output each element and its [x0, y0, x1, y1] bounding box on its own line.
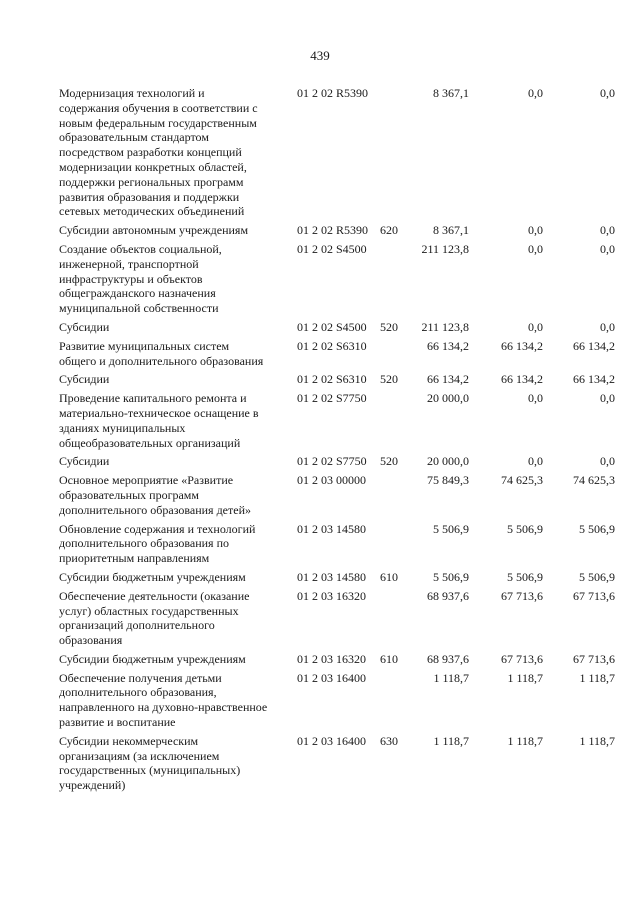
row-code: 01 2 02 S4500 [297, 241, 367, 256]
table-row [0, 391, 640, 450]
row-value-2: 0,0 [528, 391, 543, 406]
row-name: Обеспечение получения детьми дополнительного образования, направленного на духовно-нравственное развитие и воспитание [59, 670, 268, 730]
row-expense-type: 610 [380, 569, 398, 584]
page-number: 439 [310, 48, 330, 63]
row-expense-type: 520 [380, 372, 398, 387]
row-code: 01 2 03 14580 [297, 569, 366, 584]
row-name: Субсидии бюджетным учреждениям [59, 569, 246, 584]
row-name: Субсидии [59, 454, 110, 469]
row-value-2: 74 625,3 [501, 473, 543, 488]
row-value-3: 0,0 [600, 454, 615, 469]
row-name: Проведение капитального ремонта и материально-техническое оснащение в зданиях муниципальных общеобразовательных организаций [59, 391, 259, 450]
budget-table [0, 86, 640, 797]
row-name: Субсидии [59, 319, 110, 334]
row-code: 01 2 03 16320 [297, 588, 366, 603]
row-value-2: 1 118,7 [507, 670, 543, 685]
row-code: 01 2 03 16400 [297, 670, 366, 685]
row-name: Обеспечение деятельности (оказание услуг) областных государственных организаций дополнительного образования [59, 588, 250, 648]
row-value-1: 20 000,0 [427, 391, 469, 406]
table-row [0, 339, 640, 369]
row-code: 01 2 02 S6310 [297, 372, 367, 387]
row-value-3: 0,0 [600, 319, 615, 334]
row-name: Модернизация технологий и содержания обучения в соответствии с новым федеральным государственным образовательным стандартом посредством разработки концепций модернизации конкретных областей, поддержки региональных программ развития образования и поддержки сетевых методических объединений [59, 86, 258, 219]
row-code: 01 2 03 14580 [297, 521, 366, 536]
row-value-3: 0,0 [600, 86, 615, 100]
table-row [0, 473, 640, 517]
row-value-2: 66 134,2 [501, 338, 543, 353]
row-code: 01 2 02 S7750 [297, 391, 367, 406]
row-code: 01 2 03 16400 [297, 733, 366, 748]
row-code: 01 2 02 R5390 [297, 86, 369, 100]
row-value-3: 66 134,2 [573, 338, 615, 353]
row-code: 01 2 02 S7750 [297, 454, 367, 469]
row-code: 01 2 02 S6310 [297, 338, 367, 353]
row-value-2: 67 713,6 [501, 588, 543, 603]
row-name: Субсидии бюджетным учреждениям [59, 651, 246, 666]
row-name: Обновление содержания и технологий дополнительного образования по приоритетным направлениям [59, 521, 256, 566]
row-code: 01 2 03 16320 [297, 651, 366, 666]
row-expense-type: 610 [380, 651, 398, 666]
row-value-3: 0,0 [600, 223, 615, 238]
table-row [0, 522, 640, 566]
row-value-2: 5 506,9 [507, 521, 543, 536]
row-code: 01 2 03 00000 [297, 473, 366, 488]
row-value-3: 1 118,7 [579, 670, 615, 685]
row-value-1: 211 123,8 [421, 319, 469, 334]
row-expense-type: 630 [380, 733, 398, 748]
row-value-1: 5 506,9 [433, 569, 469, 584]
row-value-1: 66 134,2 [427, 338, 469, 353]
row-value-3: 1 118,7 [579, 733, 615, 748]
row-value-3: 74 625,3 [573, 473, 615, 488]
row-value-1: 66 134,2 [427, 372, 469, 387]
row-value-1: 8 367,1 [433, 223, 469, 238]
row-name: Развитие муниципальных систем общего и дополнительного образования [59, 338, 264, 368]
row-value-1: 68 937,6 [427, 588, 469, 603]
table-row [0, 454, 640, 469]
table-row [0, 242, 640, 316]
row-value-3: 67 713,6 [573, 588, 615, 603]
row-value-1: 211 123,8 [421, 241, 469, 256]
row-value-2: 0,0 [528, 454, 543, 469]
row-value-3: 5 506,9 [579, 569, 615, 584]
row-code: 01 2 02 R5390 [297, 223, 369, 238]
row-name: Субсидии [59, 372, 110, 387]
row-name: Субсидии некоммерческим организациям (за исключением государственных (муниципальных) учреждений) [59, 733, 241, 793]
row-value-1: 1 118,7 [433, 733, 469, 748]
row-expense-type: 520 [380, 454, 398, 469]
table-row [0, 372, 640, 387]
row-code: 01 2 02 S4500 [297, 319, 367, 334]
row-value-2: 0,0 [528, 223, 543, 238]
row-name: Создание объектов социальной, инженерной, транспортной инфраструктуры и объектов общегражданского назначения муниципальной собственности [59, 241, 222, 316]
table-row [0, 86, 640, 219]
row-value-1: 75 849,3 [427, 473, 469, 488]
table-row [0, 570, 640, 585]
row-value-2: 66 134,2 [501, 372, 543, 387]
table-row [0, 223, 640, 238]
table-row [0, 320, 640, 335]
row-value-2: 67 713,6 [501, 651, 543, 666]
row-value-1: 68 937,6 [427, 651, 469, 666]
row-expense-type: 620 [380, 223, 398, 238]
row-value-2: 0,0 [528, 319, 543, 334]
row-value-3: 67 713,6 [573, 651, 615, 666]
table-row [0, 652, 640, 667]
row-value-1: 20 000,0 [427, 454, 469, 469]
table-row [0, 734, 640, 793]
row-value-3: 0,0 [600, 241, 615, 256]
row-value-1: 8 367,1 [433, 86, 469, 100]
row-value-2: 5 506,9 [507, 569, 543, 584]
table-row [0, 671, 640, 730]
row-value-3: 5 506,9 [579, 521, 615, 536]
row-value-3: 0,0 [600, 391, 615, 406]
row-value-2: 0,0 [528, 86, 543, 100]
row-value-1: 5 506,9 [433, 521, 469, 536]
row-name: Основное мероприятие «Развитие образовательных программ дополнительного образования детей» [59, 473, 251, 517]
row-value-2: 1 118,7 [507, 733, 543, 748]
row-value-2: 0,0 [528, 241, 543, 256]
row-name: Субсидии автономным учреждениям [59, 223, 249, 238]
row-value-3: 66 134,2 [573, 372, 615, 387]
row-value-1: 1 118,7 [433, 670, 469, 685]
table-row [0, 589, 640, 648]
row-expense-type: 520 [380, 319, 398, 334]
